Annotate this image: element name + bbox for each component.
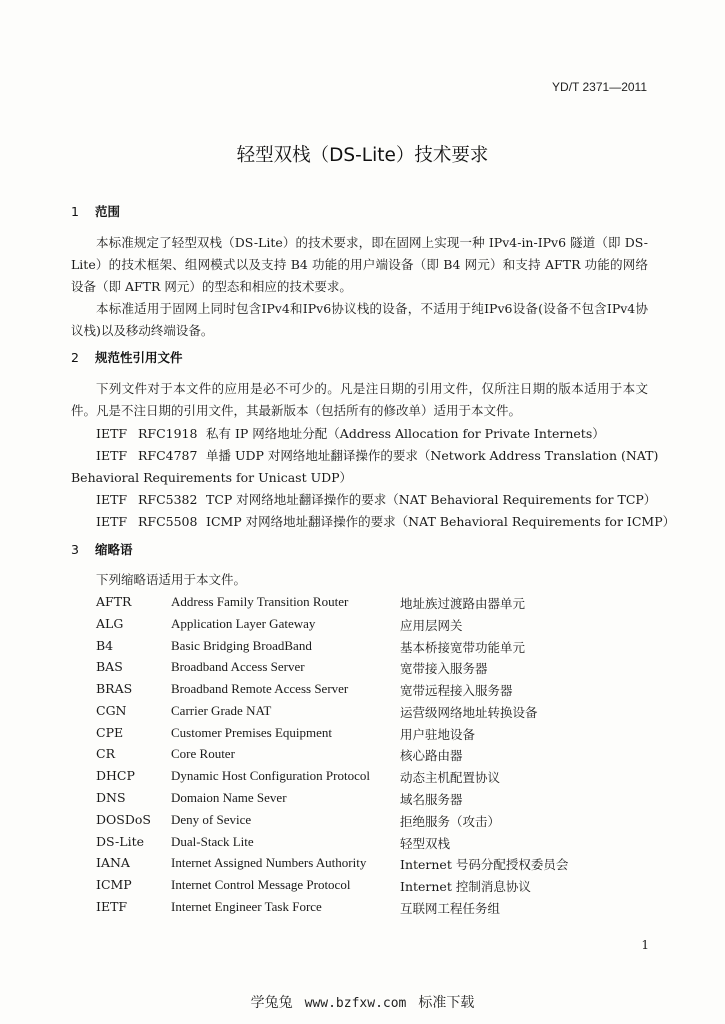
ref-org: IETF <box>96 426 128 441</box>
abbreviation-row <box>96 877 656 898</box>
ref-org: IETF <box>96 514 128 529</box>
abbreviation-row <box>96 681 656 702</box>
english-term: Broadband Access Server <box>171 659 305 674</box>
chinese-term: 用户驻地设备 <box>400 727 476 742</box>
section-1-body <box>71 232 648 342</box>
abbreviation-row <box>96 594 656 615</box>
abbreviation-row <box>96 768 656 789</box>
chinese-term: 地址族过渡路由器单元 <box>400 596 526 611</box>
ref-title: TCP 对网络地址翻译操作的要求（NAT Behavioral Requirements for TCP） <box>206 492 657 507</box>
section-2-intro <box>71 378 648 422</box>
english-term: Dynamic Host Configuration Protocol <box>171 768 370 783</box>
english-term: Basic Bridging BroadBand <box>171 638 312 653</box>
abbreviation: ICMP <box>96 877 132 892</box>
chinese-term: 运营级网络地址转换设备 <box>400 705 538 720</box>
abbreviation: BAS <box>96 659 123 674</box>
abbreviation: DS-Lite <box>96 834 144 849</box>
abbreviation: BRAS <box>96 681 133 696</box>
chinese-term: 宽带接入服务器 <box>400 661 488 676</box>
chinese-term: 拒绝服务（攻击） <box>400 814 501 829</box>
abbreviation-row <box>96 834 656 855</box>
english-term: Deny of Sevice <box>171 812 252 827</box>
chinese-term: Internet 控制消息协议 <box>400 879 531 894</box>
chinese-term: 轻型双栈 <box>400 836 451 851</box>
abbreviation-row <box>96 659 656 680</box>
ref-number: RFC5382 <box>138 492 198 507</box>
chinese-term: 互联网工程任务组 <box>400 901 501 916</box>
abbreviation: ALG <box>96 616 124 631</box>
chinese-term: 核心路由器 <box>400 748 463 763</box>
english-term: Dual-Stack Lite <box>171 834 254 849</box>
section-title: 范围 <box>95 204 121 219</box>
abbreviation-row <box>96 790 656 811</box>
reference-item <box>96 424 605 442</box>
section-3-intro: 下列缩略语适用于本文件。 <box>96 572 247 587</box>
paragraph: 下列文件对于本文件的应用是必不可少的。凡是注日期的引用文件，仅所注日期的版本适用于本文件。凡是不注日期的引用文件，其最新版本（包括所有的修改单）适用于本文件。 <box>71 381 648 418</box>
abbreviation-row <box>96 746 656 767</box>
ref-title: 私有 IP 网络地址分配（Address Allocation for Private Internets） <box>206 426 605 441</box>
abbreviation-row <box>96 812 656 833</box>
ref-org: IETF <box>96 448 128 463</box>
ref-number: RFC4787 <box>138 448 198 463</box>
section-3-heading <box>71 540 133 558</box>
abbreviation-row <box>96 616 656 637</box>
english-term: Domaion Name Sever <box>171 790 287 805</box>
reference-item <box>96 446 658 464</box>
ref-number: RFC1918 <box>138 426 198 441</box>
reference-item <box>96 490 656 508</box>
paragraph: 本标准规定了轻型双栈（DS-Lite）的技术要求，即在固网上实现一种 IPv4-in-IPv6 隧道（即 DS-Lite）的技术框架、组网模式以及支持 B4 功能的用户端设备（即 B4 网元）和支持 AFTR 功能的网络设备（即 AFTR 网元）的型态和相应的技术要求。 <box>71 235 648 294</box>
english-term: Customer Premises Equipment <box>171 725 333 740</box>
chinese-term: 动态主机配置协议 <box>400 770 501 785</box>
paragraph: 本标准适用于固网上同时包含IPv4和IPv6协议栈的设备，不适用于纯IPv6设备(设备不包含IPv4协议栈)以及移动终端设备。 <box>71 301 648 338</box>
footer-url-link[interactable]: www.bzfxw.com <box>304 996 407 1011</box>
section-number: 3 <box>71 542 79 557</box>
chinese-term: 域名服务器 <box>400 792 463 807</box>
abbreviation: IANA <box>96 855 130 870</box>
chinese-term: Internet 号码分配授权委员会 <box>400 857 569 872</box>
abbreviation: CR <box>96 746 115 761</box>
english-term: Application Layer Gateway <box>171 616 316 631</box>
abbreviation: DOSDoS <box>96 812 151 827</box>
section-1-heading <box>71 202 120 220</box>
english-term: Internet Control Message Protocol <box>171 877 351 892</box>
abbreviation: B4 <box>96 638 114 653</box>
english-term: Address Family Transition Router <box>171 594 349 609</box>
page-number: 1 <box>641 938 649 952</box>
chinese-term: 宽带远程接入服务器 <box>400 683 513 698</box>
document-title: 轻型双栈（DS-Lite）技术要求 <box>236 145 489 166</box>
abbreviation-row <box>96 703 656 724</box>
abbreviation: DHCP <box>96 768 135 783</box>
abbreviation: DNS <box>96 790 126 805</box>
english-term: Internet Assigned Numbers Authority <box>171 855 367 870</box>
chinese-term: 应用层网关 <box>400 618 463 633</box>
abbreviation-row <box>96 899 656 920</box>
section-number: 2 <box>71 350 79 365</box>
abbreviation: CPE <box>96 725 124 740</box>
abbreviation-row <box>96 855 656 876</box>
abbreviation: CGN <box>96 703 127 718</box>
abbreviation-row <box>96 638 656 659</box>
ref-title: ICMP 对网络地址翻译操作的要求（NAT Behavioral Requirements for ICMP） <box>206 514 676 529</box>
english-term: Carrier Grade NAT <box>171 703 272 718</box>
english-term: Core Router <box>171 746 235 761</box>
abbreviation: AFTR <box>96 594 132 609</box>
ref-number: RFC5508 <box>138 514 198 529</box>
english-term: Internet Engineer Task Force <box>171 899 322 914</box>
section-title: 缩略语 <box>95 542 133 557</box>
ref-title: 单播 UDP 对网络地址翻译操作的要求（Network Address Translation (NAT) <box>206 448 659 463</box>
ref-title-continuation: Behavioral Requirements for Unicast UDP） <box>71 470 353 485</box>
section-2-heading <box>71 348 183 366</box>
section-title: 规范性引用文件 <box>95 350 183 365</box>
english-term: Broadband Remote Access Server <box>171 681 349 696</box>
abbreviation-row <box>96 725 656 746</box>
chinese-term: 基本桥接宽带功能单元 <box>400 640 526 655</box>
abbreviation: IETF <box>96 899 128 914</box>
standard-number: YD/T 2371—2011 <box>552 80 647 94</box>
reference-item <box>96 512 675 530</box>
footer-tagline: 标准下载 <box>418 995 475 1011</box>
footer-site-name: 学兔兔 <box>250 995 293 1011</box>
footer-watermark <box>0 992 725 1012</box>
ref-org: IETF <box>96 492 128 507</box>
section-number: 1 <box>71 204 79 219</box>
